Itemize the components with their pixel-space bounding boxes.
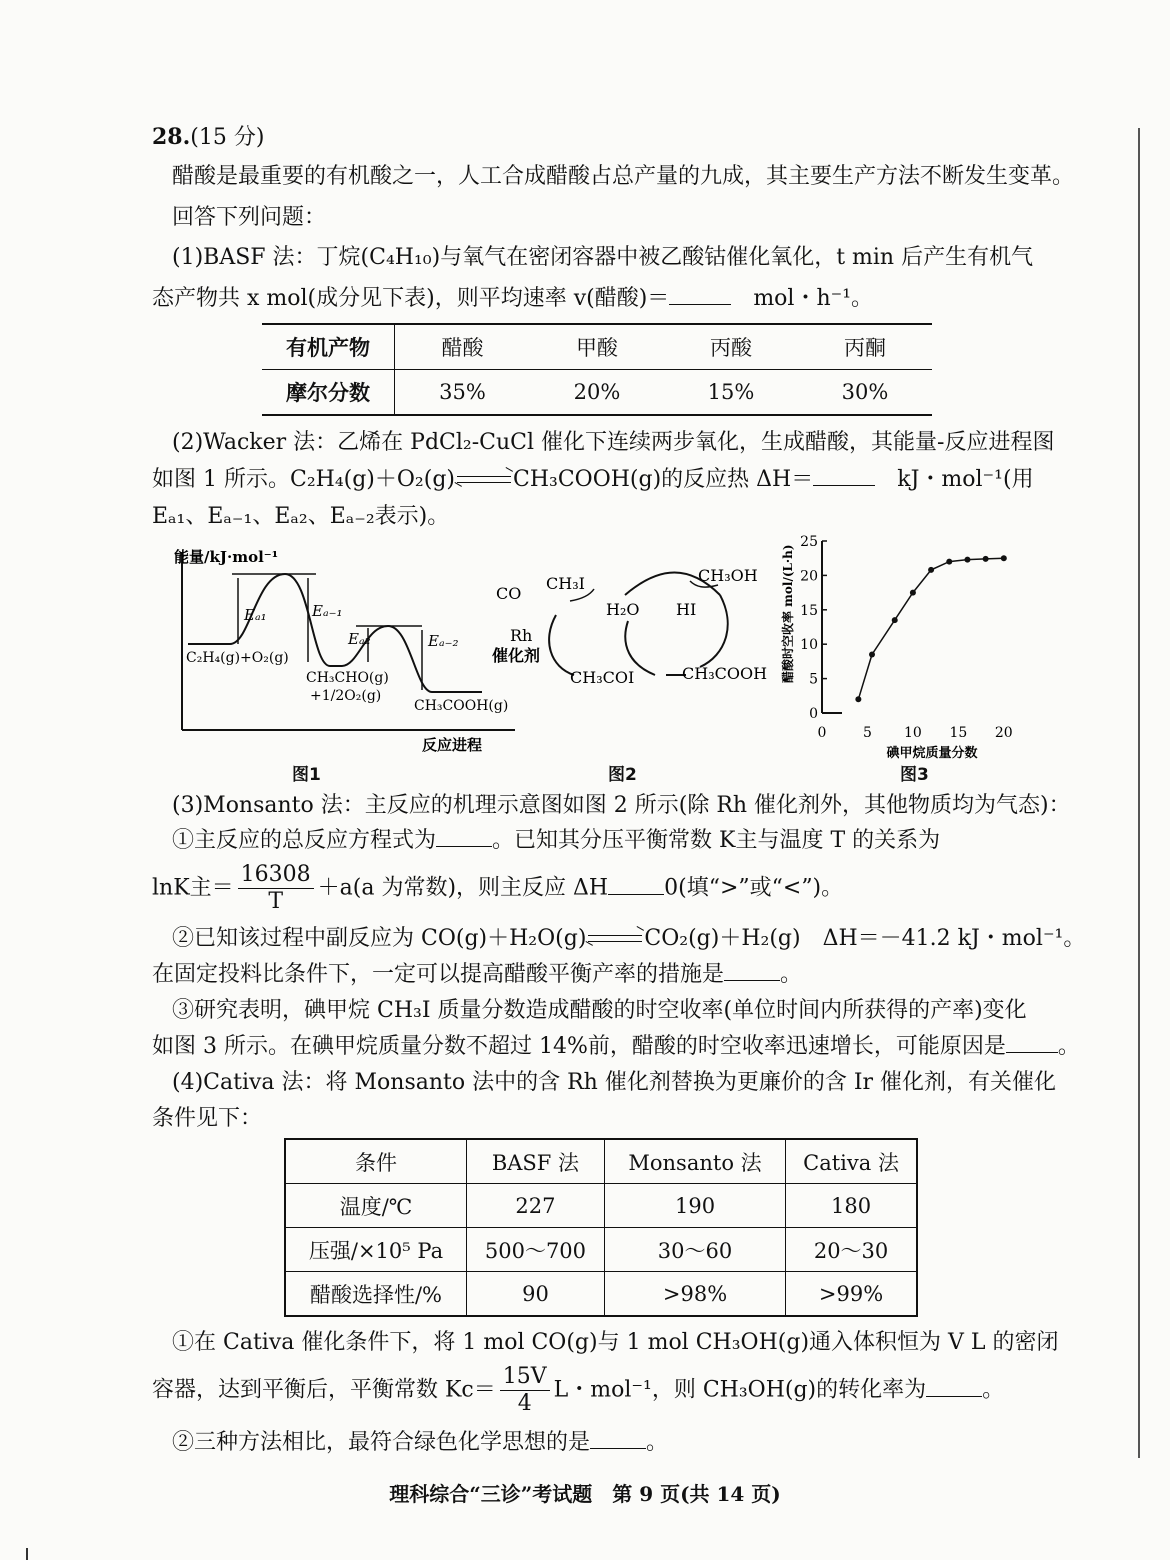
fig2-label-co: CO bbox=[496, 584, 522, 603]
table-row-label: 压强/×10⁵ Pa bbox=[285, 1228, 467, 1272]
part4-sub2-text-b: 。 bbox=[646, 1430, 669, 1455]
chart-x-tick-label: 15 bbox=[949, 725, 968, 741]
part3-sub2-line1 bbox=[172, 924, 1086, 954]
margin-tick bbox=[26, 1548, 28, 1560]
chart-data-point bbox=[1001, 555, 1007, 561]
table-cell: 30～60 bbox=[604, 1228, 785, 1272]
question-number: 28. bbox=[152, 124, 191, 150]
fig1-label-intermediate-o2: +1/2O₂(g) bbox=[310, 688, 382, 704]
part1-text-b: mol・h⁻¹。 bbox=[753, 286, 874, 311]
table-cell: 500～700 bbox=[467, 1228, 605, 1272]
part1-text-a: 态产物共 x mol(成分见下表)，则平均速率 v(醋酸)＝ bbox=[152, 286, 670, 311]
chart-y-tick-label: 15 bbox=[800, 602, 818, 619]
question-intro: 醋酸是最重要的有机酸之一，人工合成醋酸占总产量的九成，其主要生产方法不断发生变革。 bbox=[172, 164, 1075, 189]
answer-blank-green-method[interactable] bbox=[590, 1428, 646, 1449]
table-row bbox=[285, 1272, 917, 1317]
part2-text-c: kJ・mol⁻¹(用 bbox=[897, 467, 1034, 492]
part2-text-b: CH₃COOH(g)的反应热 ΔH＝ bbox=[513, 467, 814, 492]
table-header-cell: 丙酮 bbox=[798, 324, 932, 370]
fig1-label-ea2: Eₐ₂ bbox=[348, 630, 371, 648]
fig1-label-reactant: C₂H₄(g)+O₂(g) bbox=[186, 650, 289, 666]
fig2-label-h2o: H₂O bbox=[606, 600, 640, 619]
part3-sub1-text-a: ①主反应的总反应方程式为 bbox=[172, 828, 437, 853]
chart-x-tick-label: 0 bbox=[817, 725, 827, 741]
answer-blank-reason[interactable] bbox=[1006, 1032, 1058, 1053]
figure1-energy-diagram bbox=[160, 540, 533, 760]
table-cell: 35% bbox=[439, 380, 486, 404]
table-cell: 90 bbox=[467, 1272, 605, 1317]
fig2-label-catalyst: 催化剂 bbox=[492, 646, 541, 665]
part4-sub1-line2 bbox=[152, 1364, 1042, 1424]
chart-data-point bbox=[928, 567, 934, 573]
fraction-numerator: 15V bbox=[500, 1364, 550, 1391]
fraction-k bbox=[238, 862, 314, 915]
part4-line1: (4)Cativa 法：将 Monsanto 法中的含 Rh 催化剂替换为更廉价的含 Ir 催化剂，有关催化 bbox=[172, 1070, 1057, 1095]
table-cell: 227 bbox=[467, 1184, 605, 1228]
table-header-cell: 条件 bbox=[285, 1139, 467, 1184]
page-footer: 理科综合“三诊”考试题 第 9 页(共 14 页) bbox=[389, 1482, 781, 1506]
table-header-cell: 丙酸 bbox=[664, 324, 798, 370]
part2-line2 bbox=[152, 465, 1042, 495]
chart-x-tick-label: 20 bbox=[994, 725, 1013, 741]
answer-blank-conversion[interactable] bbox=[926, 1376, 982, 1397]
question-header bbox=[152, 122, 1042, 153]
answer-blank-equation[interactable] bbox=[436, 826, 492, 847]
fraction-denominator: 4 bbox=[517, 1391, 532, 1416]
table-row bbox=[262, 370, 932, 416]
question-score: (15 分) bbox=[190, 125, 265, 150]
table-row-label: 醋酸选择性/% bbox=[285, 1272, 467, 1317]
table-cell: 180 bbox=[786, 1184, 917, 1228]
table-row bbox=[285, 1228, 917, 1272]
part4-sub1-text-b: 容器，达到平衡后，平衡常数 Kc＝ bbox=[152, 1377, 496, 1403]
table-row bbox=[285, 1184, 917, 1228]
answer-blank-measure[interactable] bbox=[724, 960, 780, 981]
fig2-label-ch3coi: CH₃COI bbox=[570, 668, 635, 687]
part4-sub1-line1: ①在 Cativa 催化条件下，将 1 mol CO(g)与 1 mol CH₃OH(g)通入体积恒为 V L 的密闭 bbox=[172, 1330, 1059, 1355]
table-header-cell: Cativa 法 bbox=[786, 1139, 917, 1184]
part3-sub3-line2 bbox=[152, 1032, 1080, 1062]
figure3-chart bbox=[776, 535, 1036, 765]
fig2-label-ch3oh: CH₃OH bbox=[698, 566, 758, 585]
part1-line1: (1)BASF 法：丁烷(C₄H₁₀)与氧气在密闭容器中被乙酸钴催化氧化，t min 后产生有机气 bbox=[172, 245, 1034, 270]
chart-data-point bbox=[946, 559, 952, 565]
figure1-caption: 图1 bbox=[292, 765, 321, 785]
fraction-numerator: 16308 bbox=[238, 862, 314, 889]
part3-sub1-line2 bbox=[152, 862, 1042, 922]
part3-line1: (3)Monsanto 法：主反应的机理示意图如图 2 所示(除 Rh 催化剂外，其他物质均为气态)： bbox=[172, 793, 1071, 818]
part1-line2 bbox=[152, 284, 1042, 314]
table-row bbox=[285, 1139, 917, 1184]
fig2-label-rh: Rh bbox=[510, 626, 533, 645]
equilibrium-arrow-icon bbox=[586, 933, 644, 945]
table-cell: 190 bbox=[604, 1184, 785, 1228]
part4-line2: 条件见下： bbox=[152, 1106, 263, 1131]
part3-sub1-text-c: lnK主＝ bbox=[152, 875, 234, 901]
chart-y-tick-label: 5 bbox=[809, 671, 818, 688]
part3-sub3-text-b: 如图 3 所示。在碘甲烷质量分数不超过 14%前，醋酸的时空收率迅速增长，可能原因是 bbox=[152, 1034, 1006, 1059]
part3-sub2-text-a: ②已知该过程中副反应为 CO(g)＋H₂O(g) bbox=[172, 926, 587, 951]
table-header-cell: BASF 法 bbox=[467, 1139, 605, 1184]
question-prompt: 回答下列问题： bbox=[172, 205, 327, 230]
part3-sub3-text-c: 。 bbox=[1057, 1034, 1080, 1059]
table-cell: 15% bbox=[707, 380, 755, 404]
figure2-caption: 图2 bbox=[608, 765, 637, 785]
chart-data-point bbox=[855, 696, 861, 702]
part3-sub2-text-b: CO₂(g)＋H₂(g) ΔH＝－41.2 kJ・mol⁻¹。 bbox=[644, 926, 1086, 951]
part3-sub1-text-b: 。已知其分压平衡常数 K主与温度 T 的关系为 bbox=[492, 828, 941, 853]
fraction-kc bbox=[500, 1364, 550, 1417]
chart-y-tick-label: 10 bbox=[800, 637, 818, 654]
table-header-cell: 甲酸 bbox=[530, 324, 664, 370]
part3-sub3-line1: ③研究表明，碘甲烷 CH₃I 质量分数造成醋酸的时空收率(单位时间内所获得的产率)变化 bbox=[172, 998, 1027, 1023]
conditions-table bbox=[284, 1138, 918, 1317]
chart-ylabel: 醋酸时空收率 mol/(L·h) bbox=[781, 544, 795, 683]
chart-data-point bbox=[892, 617, 898, 623]
equilibrium-arrow-icon bbox=[455, 474, 513, 486]
chart-data-point bbox=[964, 557, 970, 563]
chart-data-point bbox=[910, 590, 916, 596]
part4-sub2-line bbox=[172, 1428, 1062, 1458]
table-header-cell: 有机产物 bbox=[262, 324, 395, 370]
table-cell: 20～30 bbox=[786, 1228, 917, 1272]
table-row bbox=[262, 324, 932, 370]
figure3-caption: 图3 bbox=[900, 765, 929, 785]
answer-blank-rate[interactable] bbox=[669, 284, 731, 305]
chart-y-tick-label: 0 bbox=[809, 706, 818, 722]
table-cell: 20% bbox=[573, 380, 621, 404]
page-margin-rule bbox=[1138, 128, 1140, 1458]
part3-sub1-text-e: 0(填“>”或“<”)。 bbox=[664, 875, 844, 901]
chart-y-tick-label: 25 bbox=[800, 535, 818, 550]
table-header-cell: 醋酸 bbox=[395, 324, 530, 370]
part2-line1: (2)Wacker 法：乙烯在 PdCl₂-CuCl 催化下连续两步氧化，生成醋酸，其能量-反应进程图 bbox=[172, 430, 1055, 455]
chart-y-tick-label: 20 bbox=[800, 568, 818, 585]
chart-x-tick-label: 10 bbox=[903, 725, 922, 741]
table-row-label: 温度/℃ bbox=[285, 1184, 467, 1228]
part3-sub1-line1 bbox=[172, 826, 1062, 856]
fig1-xlabel: 反应进程 bbox=[422, 736, 483, 754]
fig1-label-ea1: Eₐ₁ bbox=[244, 606, 267, 624]
table-cell: >99% bbox=[786, 1272, 917, 1317]
table-header-cell: Monsanto 法 bbox=[604, 1139, 785, 1184]
fig2-label-ch3cooh: CH₃COOH bbox=[682, 664, 768, 683]
answer-blank-enthalpy[interactable] bbox=[813, 465, 875, 486]
fig1-label-ea-2: Eₐ₋₂ bbox=[428, 632, 459, 650]
part2-line3: Eₐ₁、Eₐ₋₁、Eₐ₂、Eₐ₋₂表示)。 bbox=[152, 504, 450, 529]
part3-sub2-text-c: 在固定投料比条件下，一定可以提高醋酸平衡产率的措施是 bbox=[152, 962, 725, 987]
part3-sub2-line2 bbox=[152, 960, 1042, 990]
fraction-denominator: T bbox=[268, 889, 283, 914]
table-cell: >98% bbox=[604, 1272, 785, 1317]
part2-text-a: 如图 1 所示。C₂H₄(g)＋O₂(g) bbox=[152, 467, 455, 492]
chart-series-line bbox=[858, 558, 1003, 699]
part4-sub2-text-a: ②三种方法相比，最符合绿色化学思想的是 bbox=[172, 1430, 591, 1455]
product-table bbox=[262, 323, 932, 416]
chart-data-point bbox=[983, 556, 989, 562]
part4-sub1-text-c: L・mol⁻¹，则 CH₃OH(g)的转化率为 bbox=[553, 1377, 927, 1403]
fig1-label-ea-1: Eₐ₋₁ bbox=[312, 602, 343, 620]
part4-sub1-text-d: 。 bbox=[982, 1377, 1005, 1403]
fig1-ylabel: 能量/kJ·mol⁻¹ bbox=[174, 548, 279, 566]
part3-sub1-text-d: ＋a(a 为常数)，则主反应 ΔH bbox=[317, 875, 609, 901]
fig1-label-product: CH₃COOH(g) bbox=[414, 698, 509, 714]
fig2-label-ch3i: CH₃I bbox=[546, 574, 585, 593]
table-cell: 30% bbox=[841, 380, 889, 404]
chart-data-point bbox=[869, 652, 875, 658]
part3-sub2-text-d: 。 bbox=[780, 962, 803, 987]
chart-x-tick-label: 5 bbox=[862, 725, 872, 741]
answer-blank-delta-h[interactable] bbox=[608, 874, 664, 895]
fig1-label-intermediate: CH₃CHO(g) bbox=[306, 670, 389, 686]
figure2-catalytic-cycle bbox=[490, 555, 780, 705]
chart-xlabel: 碘甲烷质量分数 bbox=[886, 746, 978, 761]
table-row-label: 摩尔分数 bbox=[262, 370, 395, 416]
fig2-label-hi: HI bbox=[676, 600, 697, 619]
